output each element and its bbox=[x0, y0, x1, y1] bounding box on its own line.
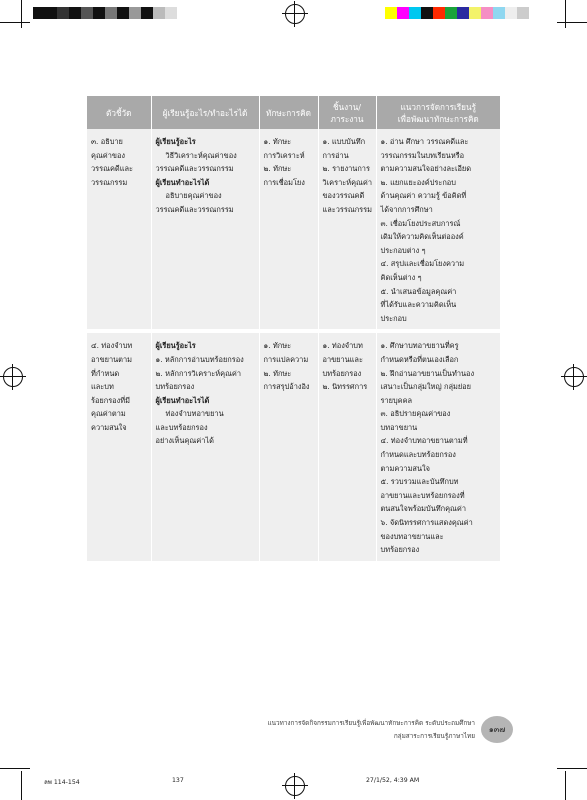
cell-line: วรรณคดีและ bbox=[91, 164, 133, 174]
cell-indicator bbox=[87, 129, 151, 331]
cell-line: วิธีวิเคราะห์คุณค่าของ bbox=[165, 150, 237, 160]
cell-line: คุณค่าของ bbox=[91, 150, 125, 160]
cell-line: ๑. อ่าน ศึกษา วรรณคดีและ bbox=[380, 137, 469, 146]
header-approach bbox=[376, 96, 500, 129]
table-row bbox=[87, 331, 500, 561]
cell-line: ประกอบต่าง ๆ bbox=[380, 245, 426, 255]
cell-thinking-skill bbox=[259, 331, 318, 561]
header-approach-line1: แนวการจัดการเรียนรู้ bbox=[400, 101, 476, 112]
cell-line: อาขยานและ bbox=[322, 354, 363, 364]
cell-line: บทร้อยกรอง bbox=[155, 382, 195, 392]
crop-mark bbox=[565, 771, 566, 800]
crop-mark bbox=[557, 22, 587, 23]
cell-line: ตามความสนใจ bbox=[380, 463, 430, 473]
cell-line: ๒. แยกแยะองค์ประกอบ bbox=[380, 177, 456, 187]
cell-task bbox=[318, 129, 376, 331]
cell-task bbox=[318, 331, 376, 561]
cell-line: ประกอบ bbox=[380, 313, 407, 323]
slug-file: ลพ 114-154 bbox=[44, 779, 80, 786]
cell-line: ผู้เรียนทำอะไรได้ bbox=[155, 177, 210, 187]
header-approach-line2: เพื่อพัฒนาทักษะการคิด bbox=[397, 113, 479, 124]
footer-book-title: แนวทางการจัดกิจกรรมการเรียนรู้เพื่อพัฒนาทักษะการคิด ระดับประถมศึกษา bbox=[267, 719, 475, 727]
header-task bbox=[318, 96, 376, 129]
cell-line: อย่างเห็นคุณค่าได้ bbox=[155, 436, 214, 446]
cell-line: บทร้อยกรอง bbox=[380, 545, 420, 555]
cell-line: คุณค่าตาม bbox=[91, 409, 126, 419]
cell-line: ๓. อธิบาย bbox=[91, 137, 123, 146]
registration-mark-top bbox=[285, 4, 305, 24]
crop-mark bbox=[21, 0, 22, 28]
cell-line: ๔. ท่องจำบท bbox=[91, 341, 133, 351]
cell-line: ผู้เรียนรู้อะไร bbox=[155, 137, 196, 146]
table-header-row bbox=[87, 96, 500, 129]
cell-line: การแปลความ bbox=[263, 354, 309, 364]
cell-line: ๓. เชื่อมโยงประสบการณ์ bbox=[380, 218, 461, 228]
cell-line: คิดเห็นต่าง ๆ bbox=[380, 272, 422, 282]
cell-line: การอ่าน bbox=[322, 150, 349, 160]
crop-mark bbox=[565, 0, 566, 28]
cell-line: ๒. นิทรรศการ bbox=[322, 382, 368, 392]
cell-approach bbox=[376, 129, 500, 331]
cell-line: กำหนดและบทร้อยกรอง bbox=[380, 450, 456, 460]
cell-line: ๒. ทักษะ bbox=[263, 368, 292, 378]
cell-line: ได้จากการศึกษา bbox=[380, 204, 433, 214]
registration-mark-left bbox=[3, 367, 23, 387]
cell-line: ๕. รวบรวมและบันทึกบท bbox=[380, 477, 459, 487]
cell-line: และบท bbox=[91, 382, 114, 392]
header-learning: ผู้เรียนรู้อะไร/ทำอะไรได้ bbox=[151, 96, 259, 129]
cell-approach bbox=[376, 331, 500, 561]
crop-mark bbox=[0, 22, 30, 23]
cell-line: ๒. รายงานการ bbox=[322, 164, 370, 174]
cell-line: ที่ได้รับและความคิดเห็น bbox=[380, 300, 457, 310]
cell-line: กำหนดหรือที่ตนเองเลือก bbox=[380, 354, 459, 364]
print-grayscale-bar bbox=[33, 7, 177, 19]
cell-line: วรรณคดีและวรรณกรรม bbox=[155, 204, 234, 214]
cell-line: ๑. ทักษะ bbox=[263, 341, 292, 351]
cell-line: วรรณคดีและวรรณกรรม bbox=[155, 164, 234, 174]
cell-line: ผู้เรียนรู้อะไร bbox=[155, 341, 196, 351]
learning-plan-table bbox=[87, 96, 500, 561]
header-task-line2: ภาระงาน bbox=[330, 113, 364, 124]
header-thinking-skill: ทักษะการคิด bbox=[259, 96, 318, 129]
cell-line: และวรรณกรรม bbox=[322, 204, 372, 214]
cell-line: อาขยานและบทร้อยกรองที่ bbox=[380, 490, 465, 500]
crop-mark bbox=[0, 768, 30, 769]
cell-line: การเชื่อมโยง bbox=[263, 177, 305, 187]
cell-line: วรรณกรรม bbox=[91, 177, 128, 187]
cell-line: ๑. แบบบันทึก bbox=[322, 137, 366, 146]
crop-mark bbox=[557, 768, 587, 769]
cell-line: ตนสนใจพร้อมบันทึกคุณค่า bbox=[380, 504, 466, 514]
cell-learning bbox=[151, 129, 259, 331]
cell-line: ๑. ท่องจำบท bbox=[322, 341, 363, 351]
cell-line: การสรุปอ้างอิง bbox=[263, 382, 310, 392]
cell-line: ของบทอาขยานและ bbox=[380, 531, 444, 541]
cell-line: เดิมให้ความคิดเห็นต่อองค์ bbox=[380, 232, 464, 242]
cell-line: ๒. ฝึกอ่านอาขยานเป็นทำนอง bbox=[380, 368, 475, 378]
cell-line: บทอาขยาน bbox=[380, 422, 418, 432]
page-number-badge: ๑๓๗ bbox=[481, 716, 513, 743]
slug-page: 137 bbox=[172, 777, 184, 784]
cell-line: ผู้เรียนทำอะไรได้ bbox=[155, 395, 210, 405]
cell-line: ๖. จัดนิทรรศการแสดงคุณค่า bbox=[380, 518, 473, 528]
cell-line: ตามความสนใจอย่างละเอียด bbox=[380, 164, 472, 174]
cell-line: ความสนใจ bbox=[91, 422, 127, 432]
cell-line: และบทร้อยกรอง bbox=[155, 422, 208, 432]
cell-line: ที่กำหนด bbox=[91, 368, 120, 378]
cell-line: ๒. หลักการวิเคราะห์คุณค่า bbox=[155, 368, 242, 378]
cell-line: วิเคราะห์คุณค่า bbox=[322, 177, 372, 187]
cell-line: ๒. ทักษะ bbox=[263, 164, 292, 174]
cell-thinking-skill bbox=[259, 129, 318, 331]
cell-line: ๓. อธิปรายคุณค่าของ bbox=[380, 409, 451, 419]
registration-mark-right bbox=[564, 367, 584, 387]
cell-line: ร้อยกรองที่มี bbox=[91, 395, 130, 405]
table-row bbox=[87, 129, 500, 331]
cell-line: ๑. ทักษะ bbox=[263, 137, 292, 146]
footer-subject: กลุ่มสาระการเรียนรู้ภาษาไทย bbox=[393, 732, 475, 740]
cell-line: อธิบายคุณค่าของ bbox=[165, 191, 222, 201]
cell-line: ๑. ศึกษาบทอาขยานที่ครู bbox=[380, 341, 459, 351]
header-indicator: ตัวชี้วัด bbox=[87, 96, 151, 129]
registration-mark-bottom bbox=[285, 776, 305, 796]
crop-mark bbox=[21, 771, 22, 800]
cell-line: ๑. หลักการอ่านบทร้อยกรอง bbox=[155, 354, 244, 364]
cell-line: วรรณกรรมในบทเรียนหรือ bbox=[380, 150, 465, 160]
cell-line: เสนาะเป็นกลุ่มใหญ่ กลุ่มย่อย bbox=[380, 382, 471, 392]
cell-line: ท่องจำบทอาขยาน bbox=[165, 409, 224, 419]
cell-line: ๔. ท่องจำบทอาขยานตามที่ bbox=[380, 436, 468, 446]
cell-line: ของวรรณคดี bbox=[322, 191, 365, 201]
header-task-line1: ชิ้นงาน/ bbox=[332, 101, 362, 112]
cell-line: ด้านคุณค่า ความรู้ ข้อคิดที่ bbox=[380, 191, 467, 201]
cell-indicator bbox=[87, 331, 151, 561]
cell-line: รายบุคคล bbox=[380, 395, 413, 405]
cell-line: ๕. นำเสนอข้อมูลคุณค่า bbox=[380, 286, 457, 296]
cell-line: การวิเคราะห์ bbox=[263, 150, 305, 160]
cell-learning bbox=[151, 331, 259, 561]
print-color-bar bbox=[385, 7, 529, 19]
cell-line: อาขยานตาม bbox=[91, 354, 132, 364]
cell-line: บทร้อยกรอง bbox=[322, 368, 362, 378]
cell-line: ๔. สรุปและเชื่อมโยงความ bbox=[380, 259, 465, 269]
slug-datetime: 27/1/52, 4:39 AM bbox=[366, 777, 420, 784]
